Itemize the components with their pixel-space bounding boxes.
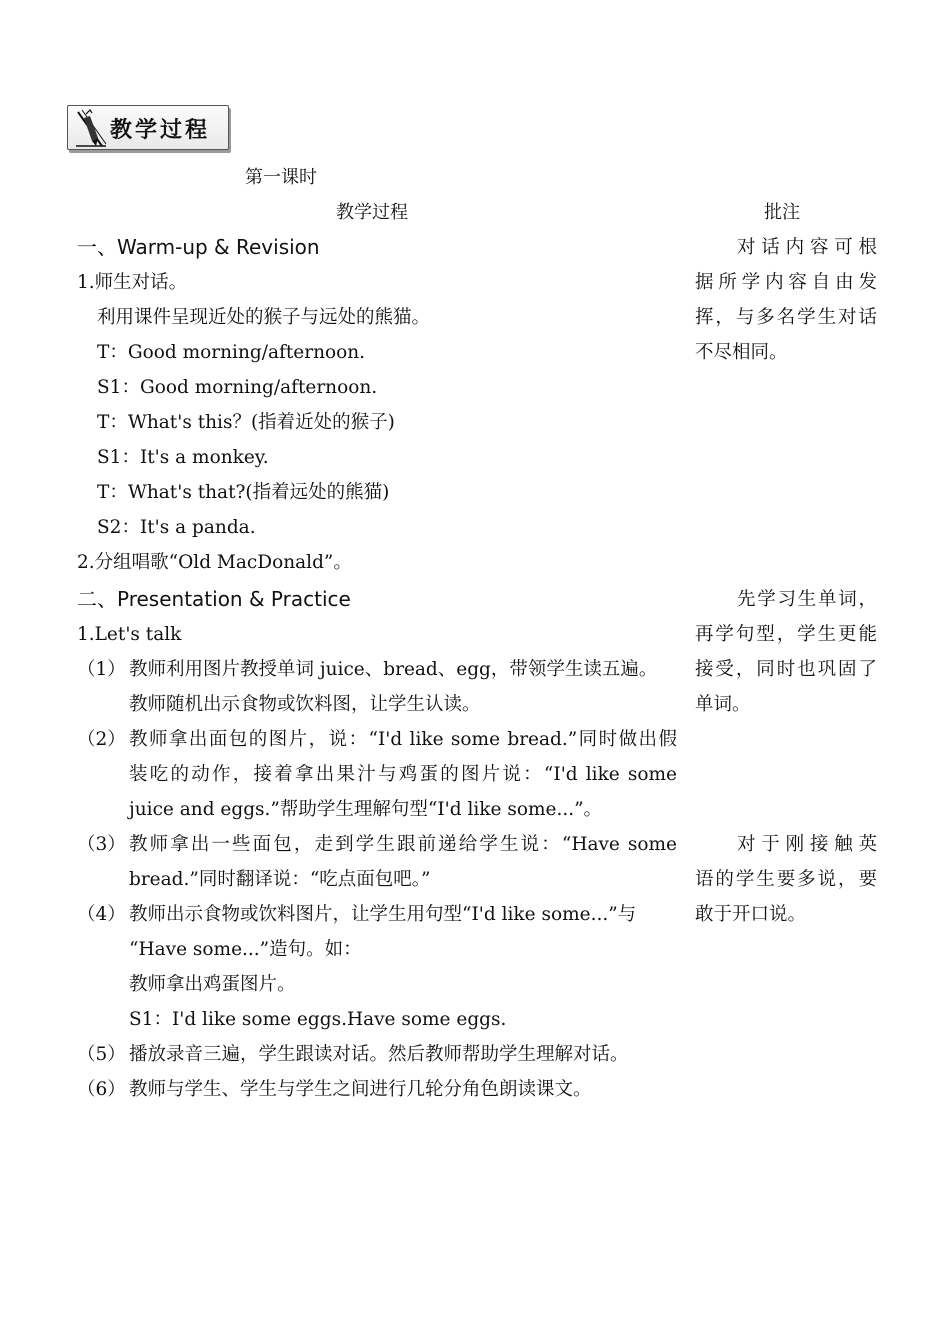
lesson-label: 第一课时 [245,167,317,188]
list-item: 1.Let's talk [77,624,182,645]
step-line: 教师随机出示食物或饮料图，让学生认读。 [129,694,481,715]
note-line: 对于刚接触英 [737,834,877,855]
step-text [129,722,677,827]
dialog-line: T：What's this？(指着近处的猴子) [97,412,395,433]
step-line: 教师与学生、学生与学生之间进行几轮分角色朗读课文。 [129,1079,592,1100]
banner-title: 教学过程 [110,118,211,143]
paragraph: 利用课件呈现近处的猴子与远处的熊猫。 [97,307,431,328]
section-banner [67,105,229,150]
step-line: S1：I'd like some eggs.Have some eggs. [129,1009,507,1030]
list-item: 1.师生对话。 [77,272,188,293]
dialog-line: S2：It's a panda. [97,517,256,538]
note-line: 对话内容可根 [737,237,877,258]
note-line: 据所学内容自由发 [695,272,877,293]
step-line: bread.”同时翻译说：“吃点面包吧。” [129,869,431,890]
note-line: 不尽相同。 [695,342,788,363]
step-number: （3） [77,834,126,855]
note-warmup [695,230,877,370]
step-number: （6） [77,1079,126,1100]
step-line: 装吃的动作，接着拿出果汁与鸡蛋的图片说：“I'd like some [129,764,677,785]
step-line: 教师利用图片教授单词 juice、bread、egg，带领学生读五遍。 [129,659,658,680]
column-header-process: 教学过程 [336,202,408,223]
note-line: 单词。 [695,694,751,715]
note-speaking [695,827,877,932]
note-line: 挥，与多名学生对话 [695,307,877,328]
step-number: （1） [77,659,126,680]
step-line: 教师拿出一些面包，走到学生跟前递给学生说：“Have some [129,834,677,855]
note-line: 再学句型，学生更能 [695,624,877,645]
step-number: （5） [77,1044,126,1065]
note-line: 先学习生单词， [737,589,877,610]
section-heading-warmup: 一、Warm-up & Revision [77,235,320,259]
note-presentation [695,582,877,722]
step-line: 教师拿出面包的图片，说：“I'd like some bread.”同时做出假 [129,729,677,750]
column-header-notes: 批注 [764,202,800,223]
list-item: 2.分组唱歌“Old MacDonald”。 [77,552,352,573]
step-line: 教师拿出鸡蛋图片。 [129,974,296,995]
note-line: 接受，同时也巩固了 [695,659,877,680]
dialog-line: T：Good morning/afternoon. [97,342,366,363]
note-line: 敢于开口说。 [695,904,807,925]
section-heading-presentation: 二、Presentation & Practice [77,587,351,611]
step-text [129,652,677,722]
note-line: 语的学生要多说，要 [695,869,877,890]
pen-ruler-icon [72,108,110,148]
step-line: 播放录音三遍，学生跟读对话。然后教师帮助学生理解对话。 [129,1044,629,1065]
dialog-line: T：What's that?(指着远处的熊猫) [97,482,390,503]
step-line: 教师出示食物或饮料图片，让学生用句型“I'd like some...”与 [129,904,637,925]
step-line: “Have some...”造句。如： [129,939,362,960]
step-line: juice and eggs.”帮助学生理解句型“I'd like some...”。 [129,799,603,820]
step-number: （4） [77,904,126,925]
step-text [129,827,677,897]
dialog-line: S1：Good morning/afternoon. [97,377,378,398]
step-text [129,897,677,1037]
dialog-line: S1：It's a monkey. [97,447,269,468]
step-number: （2） [77,729,126,750]
